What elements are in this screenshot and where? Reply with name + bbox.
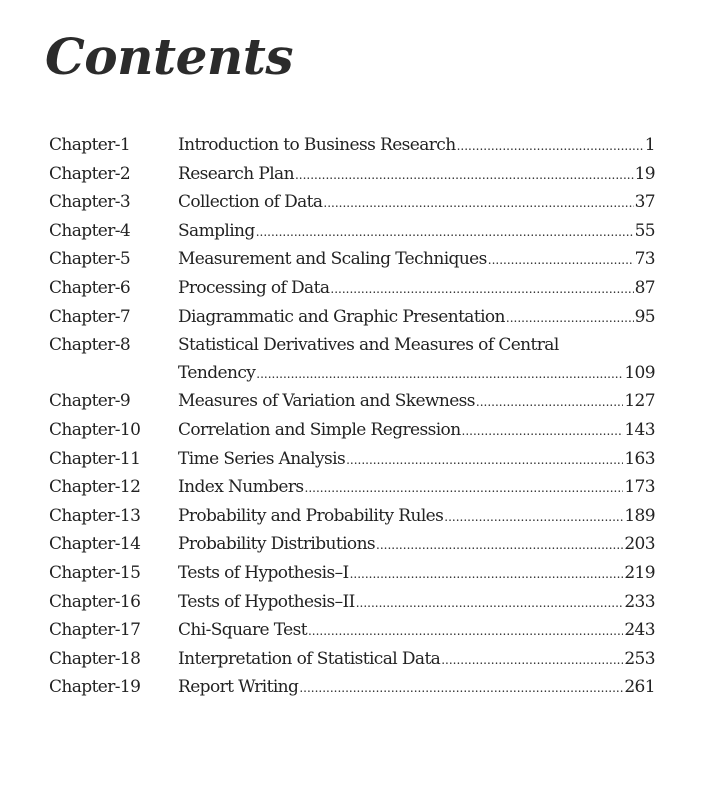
chapter-entry [178, 560, 655, 589]
entry-line [178, 246, 655, 275]
toc-entry[interactable] [49, 646, 655, 675]
entry-line [178, 161, 655, 190]
toc-entry[interactable] [49, 388, 655, 417]
dot-leader [457, 132, 644, 161]
page-number: 261 [624, 677, 655, 698]
toc-entry[interactable] [49, 332, 655, 388]
chapter-number: Chapter-17 [49, 620, 141, 641]
entry-line [178, 531, 655, 560]
chapter-title: Measures of Variation and Skewness [178, 391, 475, 412]
chapter-number: Chapter-14 [49, 534, 141, 555]
entry-line [178, 560, 655, 589]
chapter-title: Tests of Hypothesis–I [178, 562, 349, 583]
page-number: 233 [624, 591, 655, 612]
page-number: 143 [624, 419, 655, 440]
chapter-number: Chapter-19 [49, 677, 141, 698]
dot-leader [356, 589, 624, 618]
toc-entry[interactable] [49, 132, 655, 161]
dot-leader [323, 189, 633, 218]
chapter-entry [178, 474, 655, 503]
entry-line [178, 674, 655, 703]
chapter-number: Chapter-1 [49, 135, 131, 155]
toc-entry[interactable] [49, 474, 655, 503]
chapter-number: Chapter-4 [49, 220, 131, 241]
chapter-number: Chapter-6 [49, 277, 131, 298]
chapter-entry [178, 531, 655, 560]
chapter-number: Chapter-7 [49, 306, 131, 327]
toc-entry[interactable] [49, 246, 655, 275]
chapter-entry [178, 246, 655, 275]
entry-line [178, 617, 655, 646]
dot-leader [256, 360, 623, 389]
entry-line [178, 275, 655, 304]
entry-line [178, 446, 655, 475]
chapter-number: Chapter-18 [49, 648, 141, 669]
dot-leader [305, 474, 624, 503]
dot-leader [376, 531, 623, 560]
page-number: 87 [634, 277, 655, 298]
page-number: 1 [644, 135, 655, 155]
page-number: 95 [634, 306, 655, 327]
toc-entry[interactable] [49, 161, 655, 190]
page-number: 203 [624, 534, 655, 555]
chapter-title-line1: Statistical Derivatives and Measures of Central [178, 335, 559, 356]
toc-entry[interactable] [49, 503, 655, 532]
chapter-entry [178, 446, 655, 475]
dot-leader [462, 417, 624, 446]
chapter-number: Chapter-9 [49, 391, 131, 412]
chapter-title: Probability and Probability Rules [178, 505, 444, 526]
dot-leader [488, 246, 634, 275]
toc-entry[interactable] [49, 560, 655, 589]
chapter-title: Collection of Data [178, 192, 323, 213]
toc-entry[interactable] [49, 617, 655, 646]
page-number: 189 [624, 505, 655, 526]
page-number: 109 [624, 362, 655, 383]
page-number: 219 [624, 562, 655, 583]
page-number: 55 [634, 220, 655, 241]
chapter-entry [178, 275, 655, 304]
chapter-entry [178, 388, 655, 417]
chapter-number: Chapter-8 [49, 335, 131, 356]
entry-line [178, 218, 655, 247]
chapter-title: Tendency [178, 362, 256, 383]
dot-leader [350, 560, 624, 589]
dot-leader [346, 446, 623, 475]
chapter-entry [178, 189, 655, 218]
page-number: 243 [624, 620, 655, 641]
toc-entry[interactable] [49, 218, 655, 247]
entry-line [178, 388, 655, 417]
dot-leader [506, 304, 634, 333]
entry-line [178, 503, 655, 532]
dot-leader [441, 646, 623, 675]
dot-leader [295, 161, 634, 190]
chapter-title: Interpretation of Statistical Data [178, 648, 441, 669]
page-number: 173 [624, 477, 655, 498]
entry-line [178, 189, 655, 218]
dot-leader [330, 275, 633, 304]
dot-leader [256, 218, 634, 247]
chapter-entry [178, 646, 655, 675]
chapter-title: Correlation and Simple Regression [178, 419, 461, 440]
chapter-number: Chapter-16 [49, 591, 141, 612]
chapter-title: Probability Distributions [178, 534, 376, 555]
chapter-number: Chapter-15 [49, 562, 141, 583]
chapter-entry [178, 417, 655, 446]
chapter-title: Introduction to Business Research [178, 135, 456, 155]
dot-leader [476, 388, 623, 417]
toc-entry[interactable] [49, 531, 655, 560]
toc-entry[interactable] [49, 589, 655, 618]
entry-line [178, 417, 655, 446]
chapter-title: Diagrammatic and Graphic Presentation [178, 306, 505, 327]
toc-entry[interactable] [49, 446, 655, 475]
chapter-entry [178, 589, 655, 618]
toc-entry[interactable] [49, 189, 655, 218]
page-number: 37 [634, 192, 655, 213]
entry-line [178, 474, 655, 503]
dot-leader [444, 503, 623, 532]
chapter-title: Research Plan [178, 163, 294, 184]
chapter-entry [178, 332, 655, 388]
chapter-title: Index Numbers [178, 477, 304, 498]
entry-line [178, 132, 655, 161]
chapter-number: Chapter-3 [49, 192, 131, 213]
chapter-entry [178, 132, 655, 161]
page-number: 163 [624, 448, 655, 469]
chapter-number: Chapter-11 [49, 448, 141, 469]
page-number: 73 [634, 249, 655, 270]
page-number: 253 [624, 648, 655, 669]
entry-line [178, 304, 655, 333]
chapter-entry [178, 304, 655, 333]
toc-entry[interactable] [49, 304, 655, 333]
chapter-entry [178, 617, 655, 646]
dot-leader [308, 617, 623, 646]
entry-line [178, 589, 655, 618]
table-of-contents [49, 132, 655, 703]
entry-line [178, 360, 655, 389]
chapter-title: Chi-Square Test [178, 620, 307, 641]
chapter-title: Sampling [178, 220, 255, 241]
chapter-entry [178, 218, 655, 247]
toc-entry[interactable] [49, 417, 655, 446]
chapter-title: Processing of Data [178, 277, 330, 298]
page-number: 19 [634, 163, 655, 184]
entry-line [178, 332, 655, 360]
toc-entry[interactable] [49, 275, 655, 304]
entry-line [178, 646, 655, 675]
chapter-title: Time Series Analysis [178, 448, 346, 469]
chapter-number: Chapter-13 [49, 505, 141, 526]
chapter-entry [178, 161, 655, 190]
chapter-entry [178, 503, 655, 532]
chapter-title: Report Writing [178, 677, 299, 698]
chapter-title: Tests of Hypothesis–II [178, 591, 355, 612]
dot-leader [299, 674, 623, 703]
chapter-number: Chapter-2 [49, 163, 131, 184]
chapter-entry [178, 674, 655, 703]
page-number: 127 [624, 391, 655, 412]
chapter-number: Chapter-5 [49, 249, 131, 270]
page-title: Contents [45, 27, 294, 86]
chapter-number: Chapter-10 [49, 419, 141, 440]
toc-entry[interactable] [49, 674, 655, 703]
chapter-title: Measurement and Scaling Techniques [178, 249, 487, 270]
chapter-number: Chapter-12 [49, 477, 141, 498]
